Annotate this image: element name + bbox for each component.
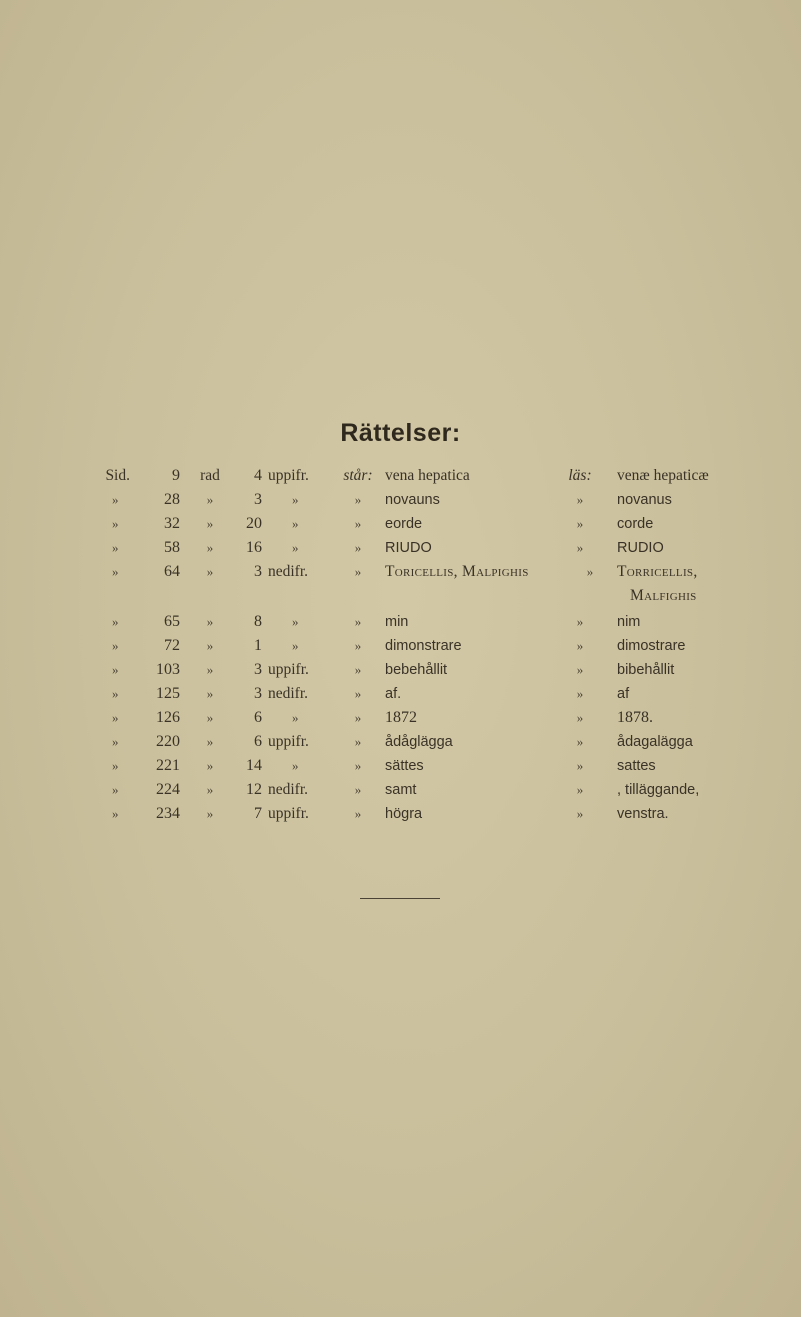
correct-text: ådagalägga [617,734,693,750]
ditto-mark: » [206,662,214,677]
correct-text: RUDIO [617,540,664,556]
correct-text: , tilläggande, [617,782,700,798]
line-number: 3 [254,685,262,702]
ditto-mark: » [206,564,214,579]
errata-row [0,658,801,682]
errata-row [0,778,801,802]
ditto-mark: » [206,758,214,773]
ditto-mark: » [586,564,594,579]
ditto-mark: » [354,710,362,725]
ditto-mark: » [576,734,584,749]
correct-text: novanus [617,492,672,508]
ditto-mark: » [112,782,119,797]
rad-label: rad [200,467,220,484]
ditto-mark: » [576,662,584,677]
page-number: 64 [164,563,180,580]
ditto-mark: » [576,516,584,531]
correct-text: dimostrare [617,638,686,654]
wrong-text: vena hepatica [385,467,470,484]
page-number: 9 [172,467,180,484]
wrong-text: af. [385,686,402,702]
direction: » [292,516,299,531]
direction: » [292,540,299,555]
errata-row [0,802,801,826]
ditto-mark: » [354,662,362,677]
ditto-mark: » [206,734,214,749]
ditto-mark: » [206,540,214,555]
ditto-mark: » [354,686,362,701]
page-number: 103 [156,661,180,678]
end-rule [360,898,440,899]
page-number: 72 [164,637,180,654]
direction: » [292,638,299,653]
ditto-mark: » [112,516,119,531]
direction: nedifr. [268,563,309,580]
wrong-text: Toricellis, Malpighis [385,563,529,580]
line-number: 7 [254,805,262,822]
direction: » [292,492,299,507]
page-number: 32 [164,515,180,532]
wrong-text: RIUDO [385,540,432,556]
ditto-mark: » [206,516,214,531]
direction: uppifr. [268,733,309,750]
line-number: 1 [254,637,262,654]
page-number: 221 [156,757,180,774]
wrong-text: sättes [385,758,424,774]
errata-row [0,610,801,634]
star-label: står: [343,467,373,484]
sid-label: Sid. [105,467,130,484]
line-number: 4 [254,467,262,484]
ditto-mark: » [206,782,214,797]
line-number: 8 [254,613,262,630]
ditto-mark: » [354,782,362,797]
ditto-mark: » [354,734,362,749]
direction: nedifr. [268,685,309,702]
line-number: 3 [254,491,262,508]
line-number: 6 [254,733,262,750]
direction: uppifr. [268,467,309,484]
ditto-mark: » [206,806,214,821]
errata-row [0,754,801,778]
ditto-mark: » [354,492,362,507]
ditto-mark: » [576,492,584,507]
correct-text: bibehållit [617,662,675,678]
ditto-mark: » [112,734,119,749]
ditto-mark: » [354,540,362,555]
wrong-text: ådåglägga [385,734,453,750]
ditto-mark: » [576,686,584,701]
correct-text-continued: Malfighis [630,587,697,604]
ditto-mark: » [112,564,119,579]
errata-row-continuation [0,584,801,608]
errata-row [0,512,801,536]
line-number: 16 [246,539,262,556]
wrong-text: 1872 [385,709,417,726]
errata-row [0,730,801,754]
las-label: läs: [568,467,592,484]
correct-text: venstra. [617,806,669,822]
line-number: 20 [246,515,262,532]
wrong-text: dimonstrare [385,638,462,654]
page-number: 234 [156,805,180,822]
ditto-mark: » [206,710,214,725]
correct-text: 1878. [617,709,653,726]
ditto-mark: » [576,782,584,797]
ditto-mark: » [112,614,119,629]
page-number: 126 [156,709,180,726]
errata-header-row [0,464,801,488]
wrong-text: bebehållit [385,662,448,678]
direction: nedifr. [268,781,309,798]
ditto-mark: » [576,638,584,653]
direction: » [292,758,299,773]
direction: uppifr. [268,805,309,822]
ditto-mark: » [576,758,584,773]
line-number: 6 [254,709,262,726]
errata-row [0,488,801,512]
errata-row [0,682,801,706]
errata-row [0,706,801,730]
direction: uppifr. [268,661,309,678]
correct-text: sattes [617,758,656,774]
line-number: 3 [254,661,262,678]
line-number: 12 [246,781,262,798]
page-number: 65 [164,613,180,630]
direction: » [292,710,299,725]
ditto-mark: » [112,540,119,555]
errata-row [0,560,801,584]
ditto-mark: » [576,806,584,821]
ditto-mark: » [354,806,362,821]
ditto-mark: » [354,638,362,653]
wrong-text: novauns [385,492,440,508]
wrong-text: eorde [385,516,423,532]
correct-text: venæ hepaticæ [617,467,709,484]
ditto-mark: » [576,710,584,725]
ditto-mark: » [576,614,584,629]
ditto-mark: » [112,710,119,725]
page-title: Rättelser: [340,419,461,447]
ditto-mark: » [112,806,119,821]
wrong-text: min [385,614,409,630]
page-number: 58 [164,539,180,556]
errata-row [0,536,801,560]
ditto-mark: » [112,492,119,507]
ditto-mark: » [206,638,214,653]
ditto-mark: » [112,638,119,653]
line-number: 3 [254,563,262,580]
ditto-mark: » [354,758,362,773]
ditto-mark: » [354,516,362,531]
correct-text: nim [617,614,641,630]
wrong-text: högra [385,806,423,822]
correct-text: Torricellis, [617,563,698,580]
correct-text: af [617,686,630,702]
ditto-mark: » [354,614,362,629]
page-number: 224 [156,781,180,798]
errata-row [0,634,801,658]
ditto-mark: » [206,686,214,701]
direction: » [292,614,299,629]
errata-table [0,464,801,822]
ditto-mark: » [112,662,119,677]
ditto-mark: » [206,614,214,629]
line-number: 14 [246,757,262,774]
ditto-mark: » [576,540,584,555]
wrong-text: samt [385,782,417,798]
page-number: 28 [164,491,180,508]
ditto-mark: » [354,564,362,579]
page-number: 220 [156,733,180,750]
correct-text: corde [617,516,654,532]
ditto-mark: » [206,492,214,507]
ditto-mark: » [112,758,119,773]
page-number: 125 [156,685,180,702]
ditto-mark: » [112,686,119,701]
